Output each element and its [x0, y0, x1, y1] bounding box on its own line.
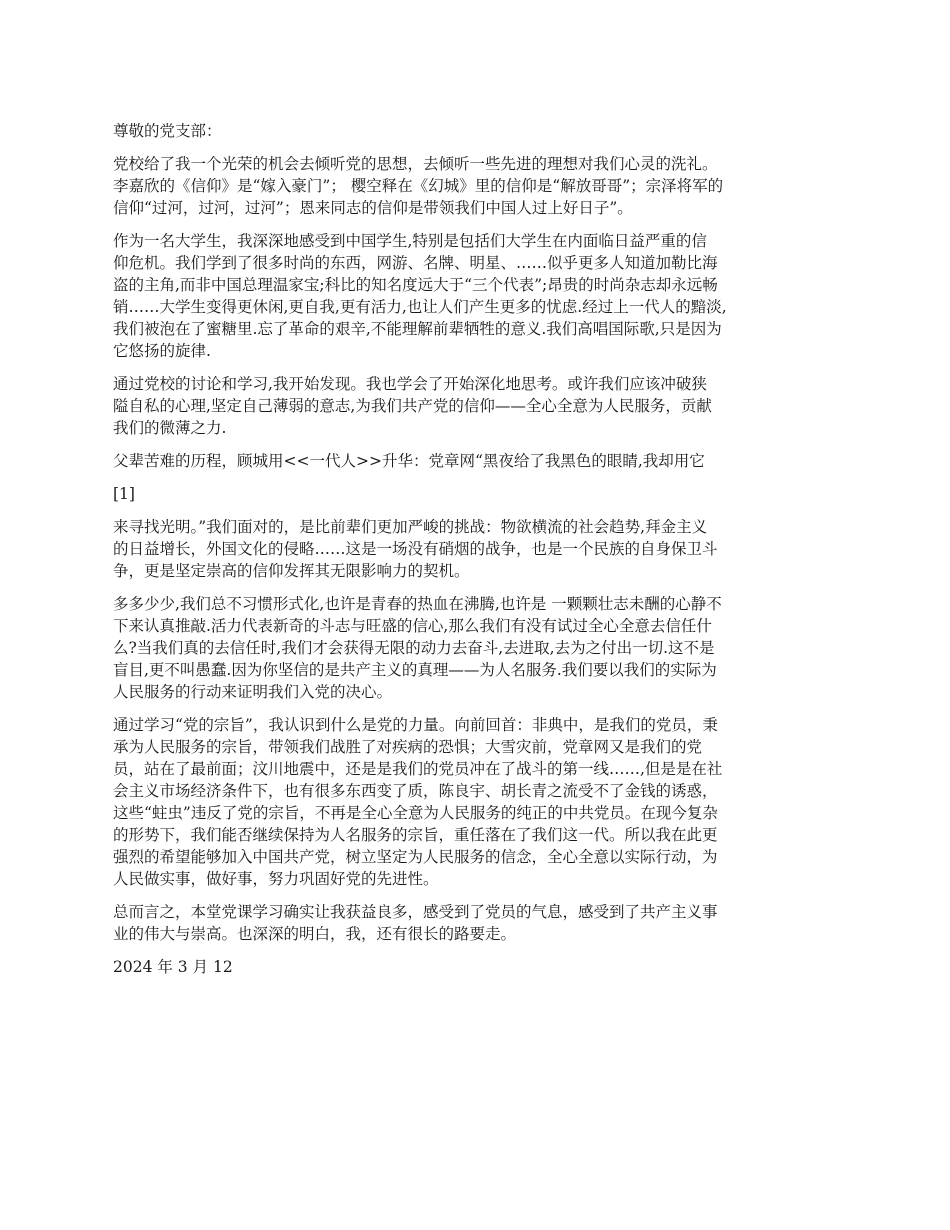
paragraph: 党校给了我一个光荣的机会去倾听党的思想，去倾听一些先进的理想对我们心灵的洗礼。 李嘉欣的《信仰》是“嫁入豪门”； 樱空释在《幻城》里的信仰是“解放哥哥”；宗泽将军的 信仰“过河，过河，过河”；恩来同志的信仰是带领我们中国人过上好日子”。: [113, 155, 724, 217]
paragraph: 父辈苦难的历程，顾城用<<一代人>>升华：党章网“黑夜给了我黑色的眼睛,我却用它: [113, 452, 705, 470]
footnote-marker: [1]: [113, 485, 135, 503]
paragraph: 来寻找光明。”我们面对的，是比前辈们更加严峻的挑战：物欲横流的社会趋势,拜金主义 的日益增长，外国文化的侵略……这是一场没有硝烟的战争，也是一个民族的自身保卫斗 争，更是坚定崇高的信仰发挥其无限影响力的契机。: [113, 518, 718, 580]
date: 2024 年 3 月 12: [113, 958, 233, 976]
document-body: [113, 120, 837, 989]
paragraph: 通过学习“党的宗旨”，我认识到什么是党的力量。向前回首：非典中，是我们的党员，秉 承为人民服务的宗旨，带领我们战胜了对疾病的恐惧；大雪灾前，党章网又是我们的党 员，站在了最前面；汶川地震中，还是是我们的党员冲在了战斗的第一线……,但是是在社 会主义市场经济条件下，也有很多东西变了质，陈良宇、胡长青之流受不了金钱的诱惑， 这些“蛀虫”违反了党的宗旨，不再是全心全意为人民服务的纯正的中共党员。在现今复杂 的形势下，我们能否继续保持为人名服务的宗旨，重任落在了我们这一代。所以我在此更 强烈的希望能够加入中国共产党，树立坚定为人民服务的信念，全心全意以实际行动，为 人民做实事，做好事，努力巩固好党的先进性。: [113, 716, 723, 888]
paragraph: 作为一名大学生，我深深地感受到中国学生,特别是包括们大学生在内面临日益严重的信 仰危机。我们学到了很多时尚的东西，网游、名牌、明星、……似乎更多人知道加勒比海 盗的主角,而非中国总理温家宝;科比的知名度远大于“三个代表”;昂贵的时尚杂志却永远畅 销……大学生变得更休闲,更自我,更有活力,也让人们产生更多的忧虑.经过上一代人的黯淡, 我们被泡在了蜜糖里.忘了革命的艰辛,不能理解前辈牺牲的意义.我们高唱国际歌,只是因为 它悠扬的旋律.: [113, 232, 727, 360]
salutation: 尊敬的党支部：: [113, 122, 222, 140]
paragraph: 总而言之，本堂党课学习确实让我获益良多，感受到了党员的气息，感受到了共产主义事 业的伟大与崇高。也深深的明白，我，还有很长的路要走。: [113, 903, 718, 943]
paragraph: 多多少少,我们总不习惯形式化,也许是青春的热血在沸腾,也许是 一颗颗壮志未酬的心静不 下来认真推敲.活力代表新奇的斗志与旺盛的信心,那么我们有没有试过全心全意去信任什 么?当我们真的去信任时,我们才会获得无限的动力去奋斗,去进取,去为之付出一切.这不是 盲目,更不叫愚蠢.因为你坚信的是共产主义的真理——为人名服务.我们要以我们的实际为 人民服务的行动来证明我们入党的决心。: [113, 595, 722, 701]
paragraph: 通过党校的讨论和学习,我开始发现。我也学会了开始深化地思考。或许我们应该冲破狭 隘自私的心理,坚定自己薄弱的意志,为我们共产党的信仰——全心全意为人民服务，贡献 我们的微薄之力.: [113, 375, 712, 437]
